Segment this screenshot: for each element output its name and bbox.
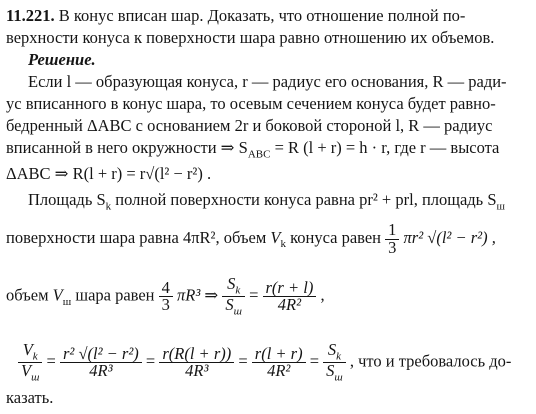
solution-line-5: ΔABC ⇒ R(l + r) = r√(l² − r²) . — [6, 164, 212, 183]
fraction-vk-vw: $\frac{V_k}{V_ш}$ — [18, 342, 42, 384]
solution-heading: Решение. — [28, 50, 96, 69]
solution-line-7: поверхности шара равна 4πR², объем $V_k$ конуса равен $\frac{1}{3}$ πr² √(l² − r²) , — [6, 220, 496, 257]
solution-line-2: ус вписанного в конус шара, то осевым сечением конуса будет равно- — [6, 94, 496, 113]
solution-line-9: $\frac{V_k}{V_ш}$ = $\frac{\text{r² √(l² − r²)}}{\text{4R³}}$ = $\frac{r(R(l + r))}{\text{4R³}}$ = $\frac{r(l + r)}{\text{4R²}}$ = $\frac{S_k}{S_ш}$ , что и требовалось до- — [18, 342, 511, 384]
problem-statement-1: В конус вписан шар. Доказать, что отношение полной по- — [58, 6, 466, 25]
solution-line-1: Если l — образующая конуса, r — радиус его основания, R — ради- — [28, 72, 507, 91]
fraction-volume-3: $\frac{r(l + r)}{\text{4R²}}$ — [252, 346, 306, 380]
fraction-volume-2: $\frac{r(R(l + r))}{\text{4R³}}$ — [159, 346, 234, 380]
fraction-four-thirds: $\frac{4}{3}$ — [159, 280, 173, 314]
fraction-one-third: $\frac{1}{3}$ — [385, 222, 399, 256]
fraction-sk-sw-final: $\frac{S_k}{S_ш}$ — [323, 342, 346, 384]
solution-line-8: объем $V_ш$ шара равен $\frac{4}{3}$ πR³ ⇒ $\frac{S_k}{S_ш}$ = $\frac{r(r + l)}{\text{4R²}}$ , — [6, 274, 325, 318]
fraction-sk-sw: $\frac{S_k}{S_ш}$ — [222, 276, 245, 318]
fraction-area-ratio: $\frac{r(r + l)}{\text{4R²}}$ — [263, 280, 317, 314]
solution-line-4: вписанной в него окружности ⇒ $S_{ABC} = R$ (l + r) = h · r, где r — высота — [6, 138, 500, 161]
problem-statement-2: верхности конуса к поверхности шара равно отношению их объемов. — [6, 28, 495, 47]
solution-line-10: казать. — [6, 388, 54, 407]
problem-line-1 — [6, 8, 465, 25]
problem-number: 11.221. — [6, 6, 55, 25]
problem-line-2 — [6, 30, 494, 47]
solution-line-3: бедренный ΔABC с основанием 2r и боковой стороной l, R — радиус — [6, 116, 493, 135]
solution-line-6: Площадь $S_k$ полной поверхности конуса равна pr² + prl, площадь $S_ш$ — [28, 190, 505, 213]
fraction-volume-1: $\frac{\text{r² √(l² − r²)}}{\text{4R³}}$ — [60, 346, 142, 380]
